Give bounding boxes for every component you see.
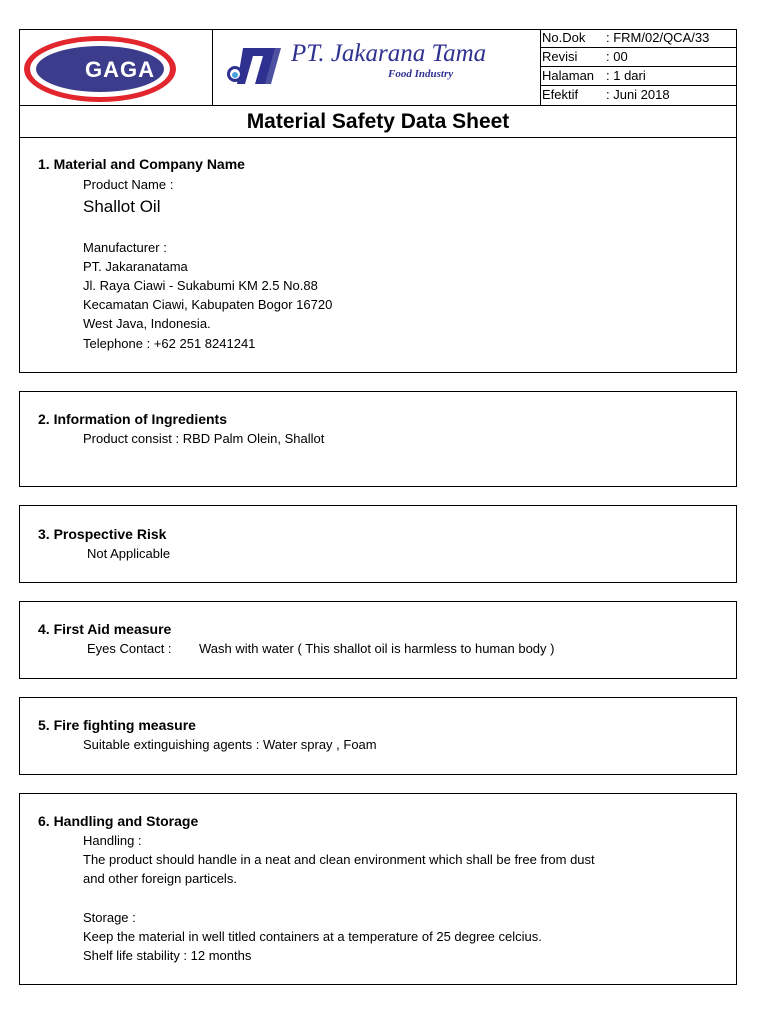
doc-meta-row-0: [540, 29, 736, 48]
manufacturer-line: West Java, Indonesia.: [83, 316, 211, 331]
doc-meta-row-2: [540, 67, 736, 86]
manufacturer-line: Telephone : +62 251 8241241: [83, 336, 256, 351]
section-4-box: [19, 601, 737, 679]
product-name-label: Product Name :: [83, 177, 174, 192]
eyes-contact-label: Eyes Contact :: [87, 641, 172, 656]
extinguishing-line: Suitable extinguishing agents : Water spray , Foam: [83, 737, 377, 752]
section-4-title: 4. First Aid measure: [38, 621, 172, 637]
manufacturer-label: Manufacturer :: [83, 240, 167, 255]
meta-key: No.Dok: [542, 30, 586, 45]
jakarana-emblem-icon: [225, 44, 285, 88]
title-bar: [19, 105, 737, 138]
storage-line: Shelf life stability : 12 months: [83, 948, 252, 963]
header-logo-cell: [19, 29, 213, 106]
meta-key: Halaman: [542, 68, 595, 83]
risk-line: Not Applicable: [87, 546, 171, 561]
manufacturer-line: PT. Jakaranatama: [83, 259, 188, 274]
section-2-title: 2. Information of Ingredients: [38, 411, 228, 427]
ingredients-line: Product consist : RBD Palm Olein, Shallot: [83, 431, 325, 446]
doc-meta-row-1: [540, 48, 736, 67]
meta-value: : 00: [606, 49, 628, 64]
section-3-box: [19, 505, 737, 583]
manufacturer-line: Jl. Raya Ciawi - Sukabumi KM 2.5 No.88: [83, 278, 318, 293]
section-6-title: 6. Handling and Storage: [38, 813, 199, 829]
section-5-title: 5. Fire fighting measure: [38, 717, 196, 733]
page-title: Material Safety Data Sheet: [246, 110, 510, 133]
storage-label: Storage :: [83, 910, 136, 925]
product-name: Shallot Oil: [83, 197, 161, 216]
doc-meta-row-3: [540, 86, 736, 105]
handling-line: The product should handle in a neat and clean environment which shall be free from dust: [83, 852, 595, 867]
handling-line: and other foreign particels.: [83, 871, 237, 886]
meta-key: Revisi: [542, 49, 578, 64]
meta-key: Efektif: [542, 87, 579, 102]
company-name: PT. Jakarana Tama: [291, 40, 487, 67]
meta-value: : FRM/02/QCA/33: [606, 30, 710, 45]
section-5-box: [19, 697, 737, 775]
meta-value: : 1 dari: [606, 68, 646, 83]
eyes-contact-value: Wash with water ( This shallot oil is harmless to human body ): [199, 641, 555, 656]
gaga-logo-text: GAGA: [85, 57, 155, 82]
section-1-title: 1. Material and Company Name: [38, 156, 245, 172]
header-company-cell: [212, 29, 541, 106]
company-subtitle: Food Industry: [388, 68, 454, 80]
storage-line: Keep the material in well titled containers at a temperature of 25 degree celcius.: [83, 929, 542, 944]
handling-label: Handling :: [83, 833, 142, 848]
manufacturer-line: Kecamatan Ciawi, Kabupaten Bogor 16720: [83, 297, 333, 312]
section-3-title: 3. Prospective Risk: [38, 526, 167, 542]
meta-value: : Juni 2018: [606, 87, 670, 102]
